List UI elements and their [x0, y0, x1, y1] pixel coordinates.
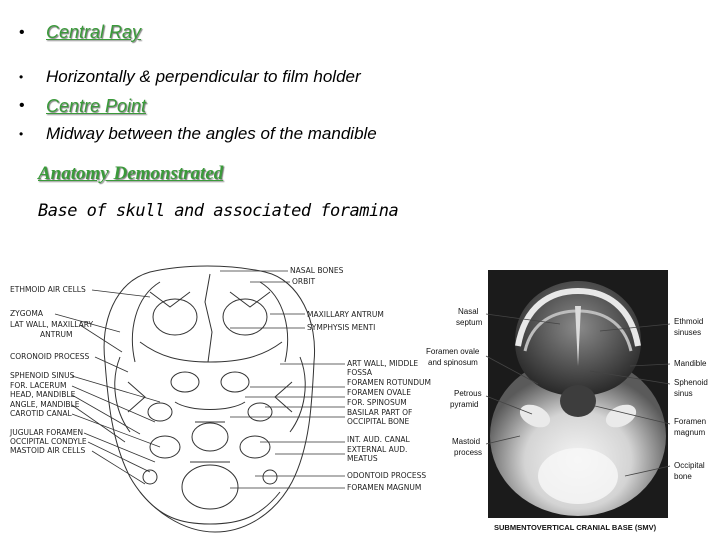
- diagram-right-leaders: [220, 271, 345, 488]
- label-art-wall-middle: ART WALL, MIDDLE: [347, 359, 419, 368]
- xray-label-occipital: Occipital: [674, 461, 705, 470]
- xray-label-petrous: Petrous: [454, 389, 482, 398]
- bullet-dot: •: [19, 97, 25, 114]
- xray-label-mastoid: Mastoid: [452, 437, 481, 446]
- xray-left-labels: [426, 307, 483, 457]
- label-int-aud-canal: INT. AUD. CANAL: [347, 435, 410, 444]
- label-foramen-ovale: FORAMEN OVALE: [347, 388, 411, 397]
- label-maxillary-antrum: MAXILLARY ANTRUM: [307, 310, 384, 319]
- label-orbit: ORBIT: [292, 277, 316, 286]
- bullet-dot: •: [19, 70, 24, 84]
- xray-label-process: process: [454, 448, 483, 457]
- diagram-drawing: [104, 266, 314, 532]
- label-odontoid-process: ODONTOID PROCESS: [347, 471, 427, 480]
- xray-label-sinus: sinus: [674, 389, 693, 398]
- label-external-aud: EXTERNAL AUD.: [347, 445, 408, 454]
- anatomy-title: Anatomy Demonstrated: [38, 163, 224, 184]
- xray-label-bone: bone: [674, 472, 692, 481]
- label-head-mandible: HEAD, MANDIBLE: [10, 390, 76, 399]
- xray-label-magnum: magnum: [674, 428, 706, 437]
- label-ethmoid-air-cells: ETHMOID AIR CELLS: [10, 285, 86, 294]
- xray-label-mandible: Mandible: [674, 359, 707, 368]
- label-sphenoid-sinus: SPHENOID SINUS: [10, 371, 75, 380]
- diagram-left-labels: [9, 285, 93, 455]
- central-ray-description: Horizontally & perpendicular to film holder: [46, 67, 361, 86]
- label-occipital-condyle: OCCIPITAL CONDYLE: [10, 437, 87, 446]
- xray-label-pyramid: pyramid: [450, 400, 479, 409]
- label-angle-mandible: ANGLE, MANDIBLE: [10, 400, 80, 409]
- central-ray-heading: Central Ray: [46, 22, 142, 42]
- label-nasal-bones: NASAL BONES: [290, 266, 344, 275]
- label-basilar-part: BASILAR PART OF: [347, 408, 413, 417]
- smv-xray-figure: [420, 266, 718, 534]
- anatomy-description: Base of skull and associated foramina: [38, 201, 399, 221]
- diagram-right-labels: [290, 266, 431, 492]
- label-fossa: FOSSA: [347, 368, 373, 377]
- centre-point-description: Midway between the angles of the mandible: [46, 124, 377, 143]
- xray-label-sphenoid: Sphenoid: [674, 378, 708, 387]
- label-foramen-rotundum: FORAMEN ROTUNDUM: [347, 378, 431, 387]
- xray-label-septum: septum: [456, 318, 483, 327]
- xray-caption: SUBMENTOVERTICAL CRANIAL BASE (SMV): [494, 523, 657, 532]
- xray-right-labels: [674, 317, 708, 481]
- label-antrum: ANTRUM: [40, 330, 73, 339]
- label-symphysis-menti: SYMPHYSIS MENTI: [307, 323, 376, 332]
- label-mastoid-air-cells: MASTOID AIR CELLS: [10, 446, 86, 455]
- label-occipital-bone: OCCIPITAL BONE: [347, 417, 410, 426]
- label-carotid-canal: CAROTID CANAL: [10, 409, 72, 418]
- bullet-dot: •: [19, 24, 25, 41]
- skull-base-diagram: [0, 262, 431, 534]
- label-meatus: MEATUS: [347, 454, 378, 463]
- xray-label-and-spinosum: and spinosum: [428, 358, 478, 367]
- xray-label-foramen-ovale: Foramen ovale: [426, 347, 480, 356]
- label-for-lacerum: FOR. LACERUM: [10, 381, 67, 390]
- xray-label-foramen: Foramen: [674, 417, 707, 426]
- label-for-spinosum: FOR. SPINOSUM: [347, 398, 407, 407]
- label-jugular-foramen: JUGULAR FORAMEN: [10, 428, 84, 437]
- label-coronoid-process: CORONOID PROCESS: [10, 352, 90, 361]
- xray-label-nasal: Nasal: [458, 307, 479, 316]
- label-zygoma: ZYGOMA: [10, 309, 44, 318]
- label-foramen-magnum: FORAMEN MAGNUM: [347, 483, 422, 492]
- centre-point-heading: Centre Point: [46, 96, 147, 116]
- bullet-dot: •: [19, 127, 24, 141]
- xray-label-sinuses: sinuses: [674, 328, 702, 337]
- label-lat-wall-maxillary: LAT WALL, MAXILLARY: [10, 320, 94, 329]
- xray-label-ethmoid: Ethmoid: [674, 317, 704, 326]
